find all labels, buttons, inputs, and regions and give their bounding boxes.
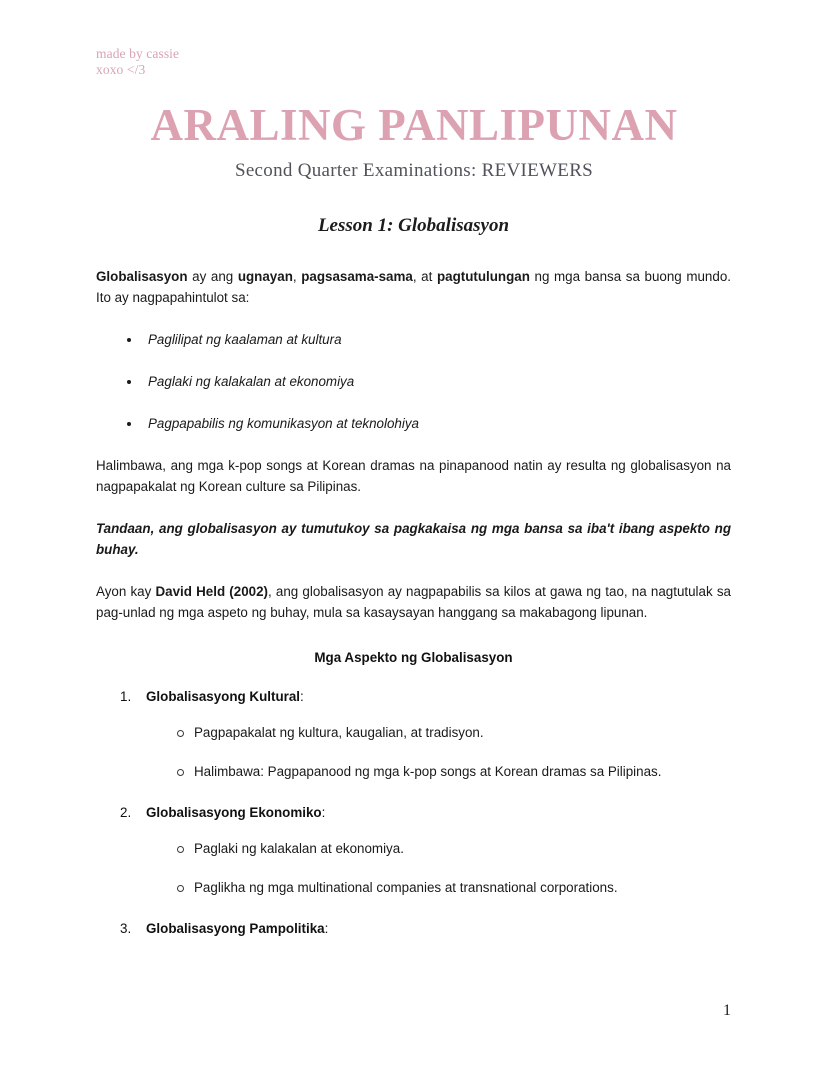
page-number: 1	[723, 1002, 731, 1019]
author-credit-line-1: made by cassie	[96, 46, 180, 61]
intro-term-globalisasyon: Globalisasyon	[96, 269, 188, 284]
lesson-heading: Lesson 1: Globalisasyon	[317, 215, 510, 236]
list-item: Halimbawa: Pagpapanood ng mga k-pop songs at Korean dramas sa Pilipinas.	[146, 762, 731, 782]
list-item: Pagpapakalat ng kultura, kaugalian, at tradisyon.	[146, 723, 731, 743]
aspect-title-3: Globalisasyong Pampolitika	[146, 921, 325, 936]
aspect-item-3	[96, 918, 731, 939]
aspect-colon-3: :	[324, 921, 329, 936]
aspect-label-2	[146, 805, 325, 820]
list-item: Paglikha ng mga multinational companies at transnational corporations.	[146, 878, 731, 898]
held-text-1: Ayon kay	[96, 584, 156, 599]
intro-term-pagsasama: pagsasama-sama	[301, 269, 413, 284]
aspect-number-2: 2.	[120, 805, 132, 820]
list-item: Paglaki ng kalakalan at ekonomiya.	[146, 839, 731, 859]
aspect-sublist-1	[146, 723, 731, 782]
aspect-label-3	[146, 921, 328, 936]
aspect-number-1: 1.	[120, 689, 132, 704]
intro-text-3: , at	[412, 269, 437, 284]
document-subtitle: Second Quarter Examinations: REVIEWERS	[234, 160, 594, 181]
intro-text-2: ,	[292, 269, 302, 284]
aspect-title-2: Globalisasyong Ekonomiko	[146, 805, 322, 820]
aspect-item-1	[96, 686, 731, 782]
document-title: ARALING PANLIPUNAN	[150, 100, 678, 150]
list-item: Paglilipat ng kaalaman at kultura	[96, 330, 731, 350]
aspect-colon-1: :	[300, 689, 304, 704]
david-held-paragraph	[96, 581, 731, 623]
aspect-title-1: Globalisasyong Kultural	[146, 689, 301, 704]
author-credit	[96, 46, 179, 77]
list-item: Paglaki ng kalakalan at ekonomiya	[96, 372, 731, 392]
intro-text-1: ay ang	[187, 269, 238, 284]
aspect-sublist-2	[146, 839, 731, 898]
held-citation: David Held (2002)	[155, 584, 269, 599]
aspects-list	[96, 686, 731, 939]
aspect-item-2	[96, 802, 731, 898]
document-body	[96, 214, 731, 939]
author-credit-line-2: xoxo </3	[96, 61, 146, 77]
halimbawa-paragraph: Halimbawa, ang mga k-pop songs at Korean dramas na pinapanood natin ay resulta ng globalisasyon na nagpapakalat ng Korean culture sa Pilipinas.	[96, 458, 731, 494]
intro-paragraph	[96, 266, 731, 308]
aspect-label-1	[146, 689, 304, 704]
list-item: Pagpapabilis ng komunikasyon at teknolohiya	[96, 414, 731, 434]
intro-term-ugnayan: ugnayan	[237, 269, 293, 284]
held-text-2: , ang globalisasyon ay nagpapabilis sa kilos at gawa ng tao, na nagtutulak sa pag-unlad ng mga aspeto ng buhay, mula sa kasaysayan hanggang sa makabagong lipunan.	[96, 584, 731, 620]
aspect-colon-2: :	[321, 805, 326, 820]
intro-bullet-list	[96, 330, 731, 434]
intro-term-pagtutulungan: pagtutulungan	[436, 269, 530, 284]
intro-text-4: ng mga bansa sa buong mundo. Ito ay nagpapahintulot sa:	[96, 269, 731, 305]
tandaan-paragraph: Tandaan, ang globalisasyon ay tumutukoy sa pagkakaisa ng mga bansa sa iba't ibang aspekto ng buhay.	[96, 521, 731, 557]
aspects-heading: Mga Aspekto ng Globalisasyon	[314, 650, 513, 665]
aspect-number-3: 3.	[120, 921, 132, 936]
